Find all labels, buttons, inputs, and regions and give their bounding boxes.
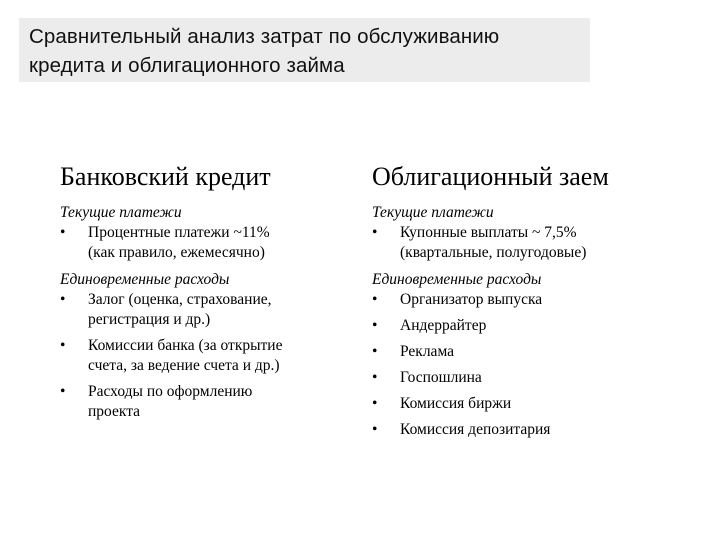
list-item-line: Реклама [400, 343, 455, 360]
title-line-1: Сравнительный анализ затрат по обслуживанию [29, 25, 500, 48]
list-item-line: Комиссии банка (за открытие [88, 337, 283, 354]
bond-current-list [372, 223, 672, 263]
bond-loan-heading: Облигационный заем [372, 162, 609, 191]
bank-loan-heading: Банковский кредит [60, 162, 271, 191]
bank-onetime-list [60, 290, 350, 422]
bank-onetime-label: Единовременные расходы [60, 271, 230, 288]
bullet-icon: • [372, 369, 378, 386]
list-item-line: (квартальные, полугодовые) [400, 244, 587, 261]
list-item-line: проекта [88, 403, 141, 420]
list-item-line: Процентные платежи ~11% [88, 224, 270, 241]
list-item [372, 420, 672, 440]
list-item [60, 382, 350, 422]
bond-loan-column [372, 160, 672, 446]
list-item-line: Залог (оценка, страхование, [88, 291, 272, 308]
list-item [60, 290, 350, 330]
bullet-icon: • [372, 224, 378, 241]
list-item-line: Комиссия депозитария [400, 421, 551, 438]
list-item [372, 316, 672, 336]
bond-current-label: Текущие платежи [372, 204, 494, 221]
bullet-icon: • [372, 421, 378, 438]
list-item-line: Андеррайтер [400, 317, 487, 334]
list-item-line: Госпошлина [400, 369, 482, 386]
list-item [372, 394, 672, 414]
bank-current-label: Текущие платежи [60, 204, 182, 221]
bank-current-list [60, 223, 350, 263]
bond-onetime-list [372, 290, 672, 440]
list-item-line: (как правило, ежемесячно) [88, 244, 265, 261]
title-banner [19, 18, 590, 82]
bullet-icon: • [60, 383, 66, 400]
bullet-icon: • [372, 291, 378, 308]
list-item-line: Купонные выплаты ~ 7,5% [400, 224, 577, 241]
list-item-line: регистрация и др.) [88, 311, 211, 328]
bullet-icon: • [60, 224, 66, 241]
title-line-2: кредита и облигационного займа [29, 54, 345, 77]
list-item [372, 368, 672, 388]
list-item [60, 223, 350, 263]
bullet-icon: • [372, 343, 378, 360]
bullet-icon: • [60, 291, 66, 308]
list-item-line: счета, за ведение счета и др.) [88, 357, 280, 374]
list-item-line: Организатор выпуска [400, 291, 543, 308]
bullet-icon: • [372, 317, 378, 334]
list-item-line: Расходы по оформлению [88, 383, 253, 400]
list-item [372, 342, 672, 362]
list-item [372, 290, 672, 310]
bank-loan-column [60, 160, 350, 428]
list-item [372, 223, 672, 263]
bullet-icon: • [60, 337, 66, 354]
list-item-line: Комиссия биржи [400, 395, 512, 412]
bullet-icon: • [372, 395, 378, 412]
list-item [60, 336, 350, 376]
bond-onetime-label: Единовременные расходы [372, 271, 542, 288]
